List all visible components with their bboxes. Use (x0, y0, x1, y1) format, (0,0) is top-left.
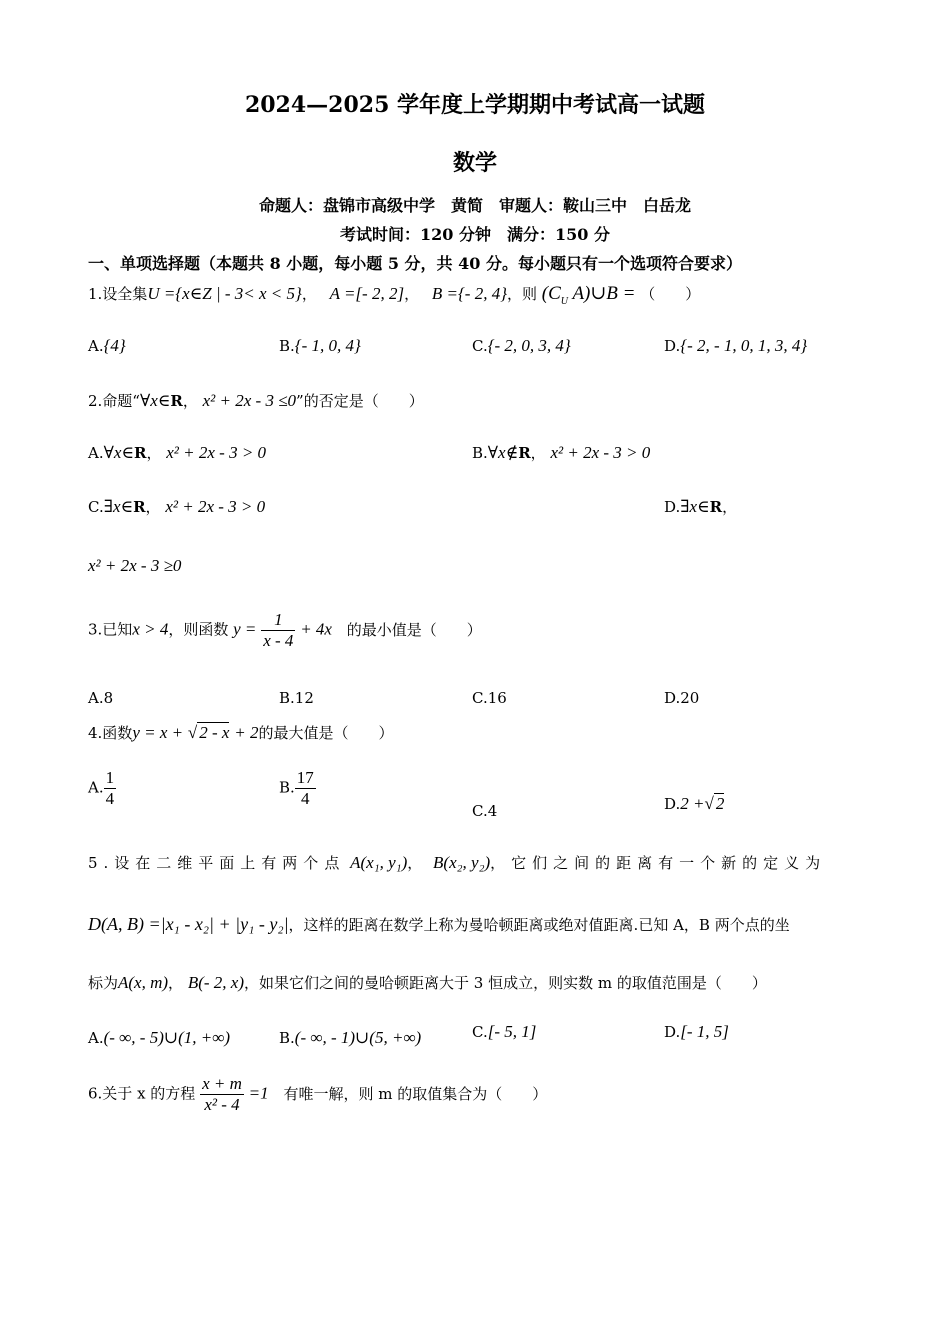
q3-option-b: B.12 (279, 689, 314, 707)
q4-sqrt: 2 - x (199, 723, 230, 742)
q1-set-u: U ={x∈Z | - 3< x < 5} (147, 284, 302, 303)
q1-option-d: D.{- 2, - 1, 0, 1, 3, 4} (664, 336, 808, 355)
q3-option-a: A.8 (88, 689, 114, 707)
question-5-line-2: D(A, B) =|x₁ - x₂| + |y₁ - y₂|，这样的距离在数学上称为曼哈顿距离或绝对值距离.已知 A，B 两个点的坐 (88, 914, 790, 934)
q1-set-b: B ={- 2, 4} (431, 284, 507, 303)
time-score-line: 考试时间：120 分钟 满分：150 分 (340, 225, 610, 244)
q1-set-a: A =[- 2, 2] (329, 284, 405, 303)
q1-option-c: C.{- 2, 0, 3, 4} (472, 336, 571, 355)
section-heading: 一、单项选择题（本题共 8 小题，每小题 5 分，共 40 分。每小题只有一个选项符合要求） (88, 254, 742, 273)
question-6: 6.关于 x 的方程 $\frac{x + m}{\text{x² - 4}}$ =1 有唯一解，则 m 的取值集合为（ ） (88, 1074, 548, 1114)
q1-expression: ($C_U$ A)∪B = (541, 283, 636, 307)
q4-option-a: A. $\frac{1}{4}$ (88, 768, 115, 808)
question-1: 1.设全集U ={x∈Z | - 3< x < 5}， A =[- 2, 2]， B ={- 2, 4}，则 ($C_U$ A)∪B = （ ） (88, 283, 701, 307)
question-5-line-3: 标为A(x, m)， B(- 2, x)，如果它们之间的曼哈顿距离大于 3 恒成立，则实数 m 的取值范围是（ ） (88, 973, 767, 992)
question-3: 3.已知x > 4，则函数 y = $\frac{1}{x - 4}$ + 4x 的最小值是（ ） (88, 610, 482, 650)
q1-then: ，则 (507, 285, 538, 303)
q2-expression: x² + 2x - 3 ≤0 (202, 391, 297, 410)
authors-line: 命题人：盘锦市高级中学 黄简 审题人：鞍山三中 白岳龙 (258, 196, 691, 215)
question-2: 2.命题“∀x∈R， x² + 2x - 3 ≤0”的否定是（ ） (88, 391, 424, 410)
q3-option-d: D.20 (664, 689, 700, 707)
q6-fraction: $\frac{x + m}{\text{x² - 4}}$ (202, 1074, 242, 1114)
q1-prefix: 1.设全集 (88, 285, 148, 303)
q2-option-c: C.∃x∈R， x² + 2x - 3 > 0 (88, 497, 266, 516)
q3-fraction: $\frac{1}{x - 4}$ (263, 610, 294, 650)
q2-option-b: B.∀x∉R， x² + 2x - 3 > 0 (472, 443, 651, 462)
subject-title: 数学 (452, 150, 497, 176)
q3-option-c: C.16 (472, 689, 507, 707)
q5-option-a: A.(- ∞, - 5)∪(1, +∞) (88, 1028, 231, 1047)
question-4: 4.函数y = x + √ 2 - x + 2的最大值是（ ） (88, 723, 394, 742)
q5-distance-definition: D(A, B) =|x₁ - x₂| + |y₁ - y₂| (88, 914, 289, 934)
exam-title: 2024—2025 学年度上学期期中考试高一试题 (244, 92, 706, 118)
q1-option-b: B.{- 1, 0, 4} (279, 336, 361, 355)
q1-option-a: A.{4} (88, 336, 126, 355)
q1-paren: （ ） (640, 285, 701, 303)
q4-option-b: B. $\frac{17}{4}$ (279, 768, 314, 808)
q2-option-d: D.∃x∈R， (664, 497, 738, 516)
q5-option-c: C.[- 5, 1] (472, 1022, 537, 1041)
q2-option-d-expression: x² + 2x - 3 ≥0 (88, 556, 182, 575)
q4-option-d: D.2 +√ 2 (664, 794, 725, 813)
q2-option-a: A.∀x∈R， x² + 2x - 3 > 0 (88, 443, 267, 462)
q5-option-d: D.[- 1, 5] (664, 1022, 729, 1041)
q5-option-b: B.(- ∞, - 1)∪(5, +∞) (279, 1028, 422, 1047)
question-5-line-1: 5.设在二维平面上有两个点 A(x₁, y₁)， B(x₂, y₂)，它们之间的距离有一个新的定义为 (88, 853, 827, 872)
q4-option-c: C.4 (472, 802, 498, 820)
